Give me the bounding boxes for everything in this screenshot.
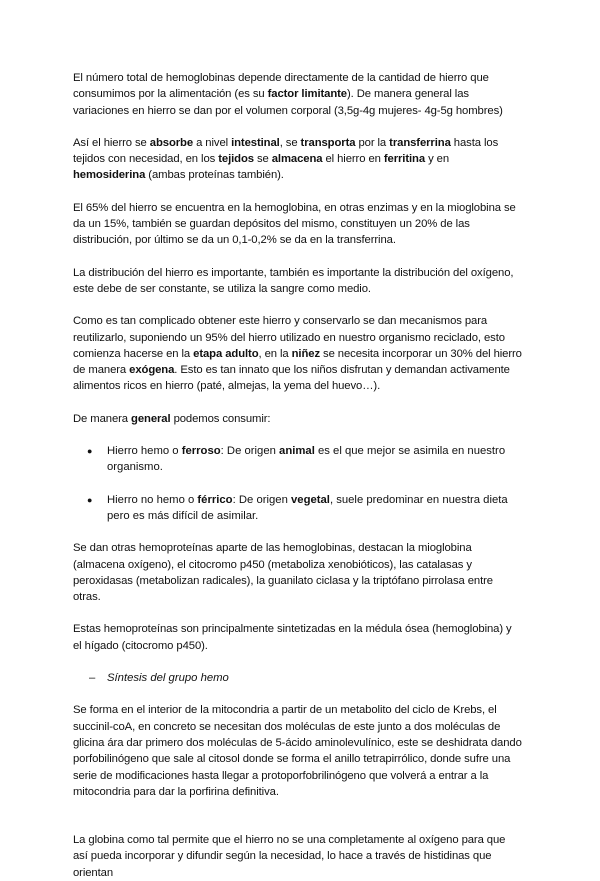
- paragraph-hemoglobin-iron: [73, 70, 522, 119]
- bullet-icon: ●: [87, 494, 93, 505]
- list-item-nonheme-iron: [73, 492, 522, 525]
- paragraph-hemoprotein-synthesis-site: Estas hemoproteínas son principalmente sintetizadas en la médula ósea (hemoglobina) y el hígado (citocromo p450).: [73, 623, 512, 652]
- bold-term: etapa adulto: [193, 347, 259, 360]
- bold-term: hemosiderina: [73, 169, 146, 182]
- bold-term: ferritina: [383, 153, 426, 166]
- bold-term: tejidos: [218, 153, 254, 166]
- text: , en la: [258, 347, 292, 360]
- bold-term: vegetal: [291, 493, 330, 506]
- bold-term: almacena: [271, 153, 323, 166]
- text: Hierro hemo o: [107, 445, 182, 458]
- text: Hierro no hemo o: [107, 493, 198, 506]
- paragraph-oxygen-distribution: La distribución del hierro es importante, también es importante la distribución del oxígeno, este debe de ser constante, se utiliza la sangre como medio.: [73, 266, 514, 295]
- text: podemos consumir:: [170, 412, 271, 425]
- text: El número total de hemoglobinas depende directamente de la cantidad de hierro que consumimos por la alimentación (es su: [73, 72, 489, 101]
- bold-term: niñez: [291, 347, 320, 360]
- paragraph-heme-synthesis: Se forma en el interior de la mitocondria a partir de un metabolito del ciclo de Krebs, el succinil-coA, en concreto se necesitan dos moléculas de este junto a dos moléculas de glicina ára dar primero dos moléculas de 5-ácido aminolevulínico, este se deshidrata dando porfobilinógeno que sale al citosol donde se forma el anillo tetrapirrólico, donde sufre una serie de modificaciones hasta llegar a protoporfobrilinógeno que volverá a entrar a la mitocondria para dar la porfirina definitiva.: [73, 704, 522, 798]
- bold-term: factor limitante: [267, 88, 347, 101]
- bold-term: ferroso: [181, 445, 221, 458]
- bold-term: intestinal: [231, 136, 280, 149]
- paragraph-iron-distribution-percent: El 65% del hierro se encuentra en la hemoglobina, en otras enzimas y en la mioglobina se da un 15%, también se guardan depósitos del mismo, constituyen un 20% de las distribución, por último se da un 0,1-0,2% se da en la transferrina.: [73, 201, 516, 247]
- bold-term: férrico: [197, 493, 233, 506]
- bold-term: absorbe: [149, 136, 194, 149]
- text: es el que mejor se asimila en nuestro organismo.: [107, 445, 506, 474]
- text: : De origen: [220, 445, 280, 458]
- section-title: Síntesis del grupo hemo: [107, 672, 229, 685]
- bullet-icon: ●: [87, 446, 93, 457]
- text: : De origen: [232, 493, 291, 506]
- dash-icon: –: [89, 672, 96, 685]
- paragraph-iron-absorption: [73, 135, 522, 184]
- text: Así el hierro se: [73, 136, 150, 149]
- text: por la: [355, 136, 390, 149]
- text: . Esto es tan innato que los niños disfrutan y demandan activamente alimentos ricos en hierro (paté, almejas, la yema del huevo…).: [73, 364, 510, 393]
- list-item-heme-iron: [73, 443, 522, 476]
- text: ). De manera general las variaciones en hierro se dan por el volumen corporal (3,5g-4g mujeres- 4g-5g hombres): [73, 88, 503, 117]
- bold-term: transporta: [300, 136, 356, 149]
- paragraph-general-consumption: [73, 411, 522, 427]
- text: , suele predominar en nuestra dieta pero es más difícil de asimilar.: [107, 493, 508, 522]
- text: Como es tan complicado obtener este hierro y conservarlo se dan mecanismos para reutilizarlo, suponiendo un 95% del hierro utilizado en nuestro organismo reciclado, esto comienza hacerse en la: [73, 315, 505, 360]
- paragraph-globin: La globina como tal permite que el hierro no se una completamente al oxígeno para que así pueda incorporar y difundir según la necesidad, lo hace a través de histidinas que orientan: [73, 834, 506, 879]
- paragraph-iron-recycling: [73, 313, 522, 394]
- text: , se: [279, 136, 301, 149]
- bold-term: exógena: [129, 364, 175, 377]
- text: (ambas proteínas también).: [145, 169, 284, 182]
- iron-type-list: [73, 443, 522, 524]
- text: hasta los tejidos con necesidad, en los: [73, 136, 499, 166]
- paragraph-hemoproteins: Se dan otras hemoproteínas aparte de las hemoglobinas, destacan la mioglobina (almacena oxígeno), el citocromo p450 (metaboliza xenobióticos), las catalasas y peroxidasas (metabolizan radicales), la guanilato ciclasa y la triptófano pirrolasa entre otras.: [73, 542, 493, 604]
- text: y en: [425, 153, 450, 166]
- text: se: [253, 153, 272, 166]
- text: De manera: [73, 412, 132, 425]
- text: a nivel: [193, 136, 232, 149]
- section-heading-heme-synthesis: [73, 670, 522, 686]
- text: el hierro en: [322, 153, 384, 166]
- bold-term: animal: [279, 445, 315, 458]
- text: se necesita incorporar un 30% del hierro de manera: [73, 347, 522, 377]
- bold-term: transferrina: [389, 136, 451, 149]
- bold-term: general: [131, 412, 171, 425]
